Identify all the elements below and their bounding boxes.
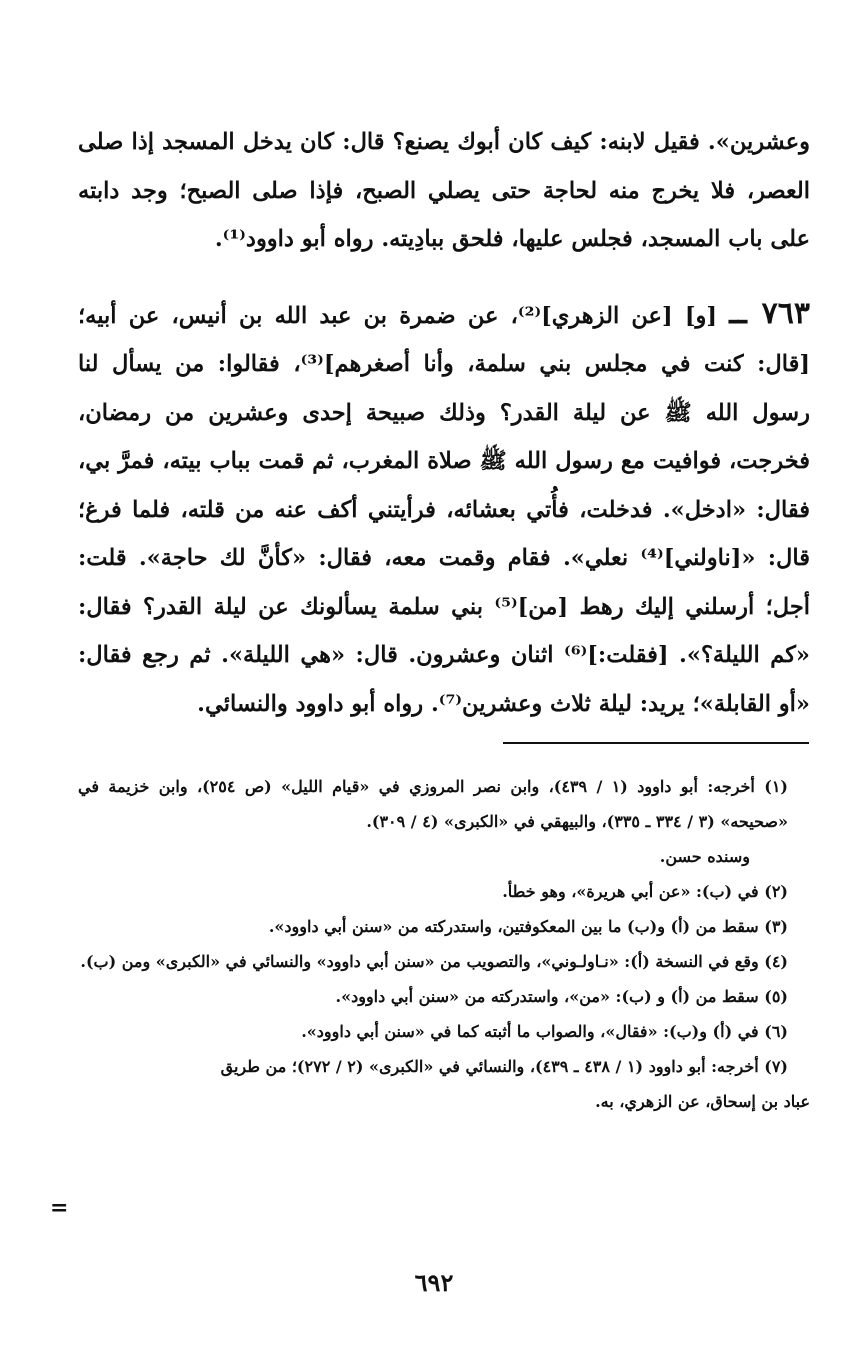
footnote-2: (٢) في (ب): «عن أبي هريرة»، وهو خطأ.	[502, 882, 788, 901]
page-number: ٦٩٢	[414, 1268, 454, 1297]
hadith-paragraph	[78, 290, 810, 729]
hadith-number: ٧٦٣ ــ	[729, 295, 810, 331]
footnote-5: (٥) سقط من (أ) و (ب): «من»، واستدركته من «سنن أبي داوود».	[335, 987, 788, 1006]
footnote-6: (٦) في (أ) و(ب): «فقال»، والصواب ما أثبته كما في «سنن أبي داوود».	[301, 1022, 788, 1041]
footnote-7-continued: عباد بن إسحاق، عن الزهري، به.	[595, 1092, 810, 1111]
footnote-3: (٣) سقط من (أ) و(ب) ما بين المعكوفتين، واستدركته من «سنن أبي داوود».	[268, 917, 788, 936]
footnote-1: (١) أخرجه: أبو داوود (١ / ٤٣٩)، وابن نصر المروزي في «قيام الليل» (ص ٢٥٤)، وابن خزيمة في «صحيحه» (٣ / ٣٣٤ ـ ٣٣٥)، والبيهقي في «الكبرى» (٤ / ٣٠٩).	[78, 777, 788, 831]
footnote-4: (٤) وقع في النسخة (أ): «نـاولـوني»، والتصويب من «سنن أبي داوود» والنسائي في «الكبرى» ومن (ب).	[80, 952, 788, 971]
main-text	[78, 118, 810, 728]
continuation-mark: =	[50, 1195, 69, 1221]
footnotes	[78, 769, 810, 1119]
footnote-separator	[503, 742, 809, 744]
paragraph-continuation: وعشرين». فقيل لابنه: كيف كان أبوك يصنع؟ قال: كان يدخل المسجد إذا صلى العصر، فلا يخرج منه لحاجة حتى يصلي الصبح، فإذا صلى الصبح؛ وجد دابته على باب المسجد، فجلس عليها، فلحق ببادِيته. رواه أبو داوود⁽¹⁾.	[78, 129, 810, 252]
footnote-1-remark: وسنده حسن.	[659, 847, 750, 866]
hadith-text: [و] [عن الزهري]⁽²⁾، عن ضمرة بن عبد الله بن أنيس، عن أبيه؛ [قال: كنت في مجلس بني سلمة، وأنا أصغرهم]⁽³⁾، فقالوا: من يسأل لنا رسول الله ﷺ عن ليلة القدر؟ وذلك صبيحة إحدى وعشرين من رمضان، فخرجت، فوافيت مع رسول الله ﷺ صلاة المغرب، ثم قمت بباب بيته، فمرَّ بي، فقال: «ادخل». فدخلت، فأُتي بعشائه، فرأيتني أكف عنه من قلته، فلما فرغ؛ قال: «[ناولني]⁽⁴⁾ نعلي». فقام وقمت معه، فقال: «كأنَّ لك حاجة». قلت: أجل؛ أرسلني إليك رهط [من]⁽⁵⁾ بني سلمة يسألونك عن ليلة القدر؟ فقال: «كم الليلة؟». [فقلت:]⁽⁶⁾ اثنان وعشرون. قال: «هي الليلة». ثم رجع فقال: «أو القابلة»؛ يريد: ليلة ثلاث وعشرين⁽⁷⁾. رواه أبو داوود والنسائي.	[78, 302, 811, 717]
footnote-7: (٧) أخرجه: أبو داوود (١ / ٤٣٨ ـ ٤٣٩)، والنسائي في «الكبرى» (٢ / ٢٧٢)؛ من طريق	[220, 1057, 788, 1076]
